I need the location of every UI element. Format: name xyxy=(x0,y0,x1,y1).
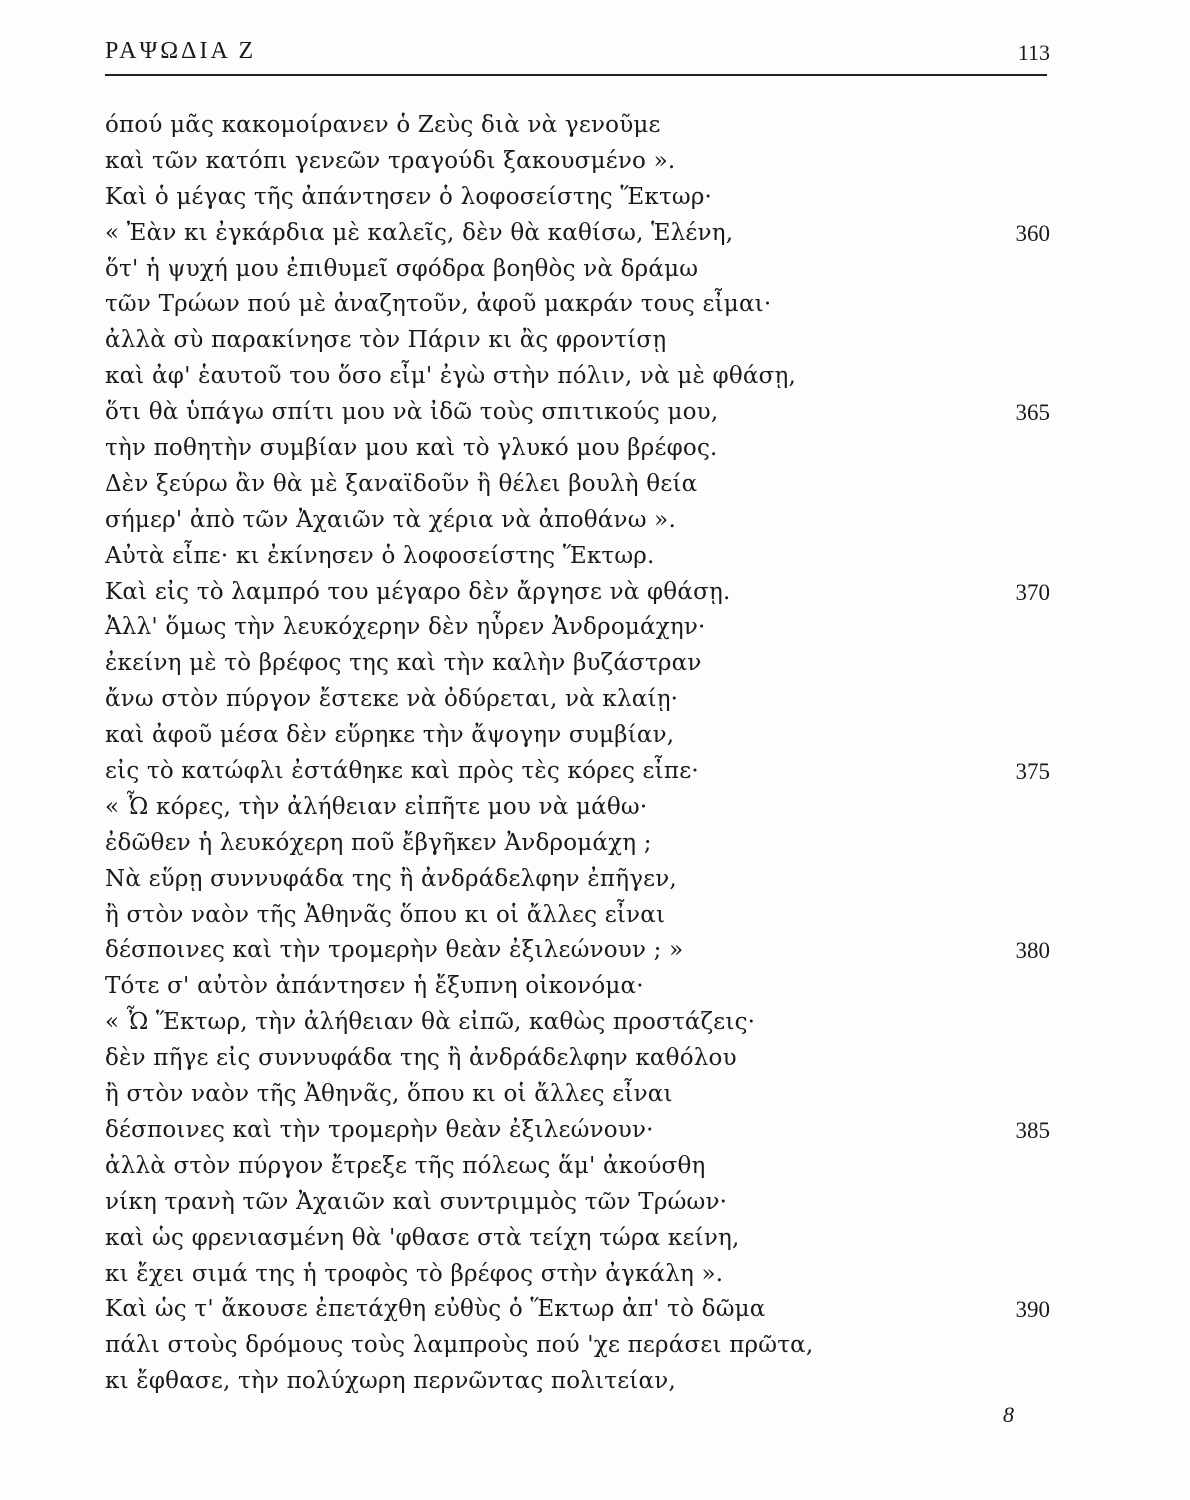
verse-line xyxy=(105,539,1050,575)
verse-text: « Ἐὰν κι ἐγκάρδια μὲ καλεῖς, δὲν θὰ καθίσω, Ἑλένη, xyxy=(105,219,734,246)
verse-line xyxy=(105,898,1050,934)
verse-line xyxy=(105,252,1050,288)
verse-text: « Ὦ Ἕκτωρ, τὴν ἀλήθειαν θὰ εἰπῶ, καθὼς προστάζεις· xyxy=(105,1009,756,1036)
verse-text: τῶν Τρώων πού μὲ ἀναζητοῦν, ἀφοῦ μακράν τους εἶμαι· xyxy=(105,291,772,318)
verse-line xyxy=(105,1257,1050,1293)
running-header xyxy=(105,38,1050,78)
verse-text: Δὲν ξεύρω ἂν θὰ μὲ ξαναϊδοῦν ἢ θέλει βουλὴ θεία xyxy=(105,470,698,497)
verse-line xyxy=(105,1005,1050,1041)
verse-text: καὶ ὡς φρενιασμένη θὰ 'φθασε στὰ τείχη τώρα κείνη, xyxy=(105,1224,740,1251)
verse-line xyxy=(105,359,1050,395)
verse-text: νίκη τρανὴ τῶν Ἀχαιῶν καὶ συντριμμὸς τῶν Τρώων· xyxy=(105,1188,728,1215)
line-number: 365 xyxy=(1015,400,1050,426)
verse-line xyxy=(105,180,1050,216)
verse-line xyxy=(105,646,1050,682)
verse-line xyxy=(105,933,1050,969)
verse-text: ὅτ' ἡ ψυχή μου ἐπιθυμεῖ σφόδρα βοηθὸς νὰ δράμω xyxy=(105,255,699,282)
verse-line xyxy=(105,431,1050,467)
verse-text: ἢ στὸν ναὸν τῆς Ἀθηνᾶς, ὅπου κι οἱ ἄλλες εἶναι xyxy=(105,1081,673,1108)
verse-line xyxy=(105,216,1050,252)
verse-text: ἀλλὰ στὸν πύργον ἔτρεξε τῆς πόλεως ἅμ' ἀκούσθη xyxy=(105,1152,706,1179)
verse-line xyxy=(105,826,1050,862)
header-rule xyxy=(105,74,1047,76)
verse-text: καὶ ἀφ' ἑαυτοῦ του ὅσο εἶμ' ἐγὼ στὴν πόλιν, νὰ μὲ φθάσῃ, xyxy=(105,363,797,390)
line-number: 375 xyxy=(1015,759,1050,785)
line-number: 360 xyxy=(1015,220,1050,246)
verse-text: εἰς τὸ κατώφλι ἐστάθηκε καὶ πρὸς τὲς κόρες εἶπε· xyxy=(105,758,699,785)
verse-text: ἀλλὰ σὺ παρακίνησε τὸν Πάριν κι ἂς φροντίσῃ xyxy=(105,327,667,354)
verse-line xyxy=(105,144,1050,180)
verse-line xyxy=(105,1077,1050,1113)
verse-text: ἢ στὸν ναὸν τῆς Ἀθηνᾶς ὅπου κι οἱ ἄλλες εἶναι xyxy=(105,901,666,928)
line-number: 370 xyxy=(1015,579,1050,605)
verse-text: ὅτι θὰ ὑπάγω σπίτι μου νὰ ἰδῶ τοὺς σπιτικούς μου, xyxy=(105,399,719,426)
verse-text: κι ἔφθασε, τὴν πολύχωρη περνῶντας πολιτείαν, xyxy=(105,1368,676,1395)
verse-line xyxy=(105,395,1050,431)
verse-line xyxy=(105,108,1050,144)
verse-text: ἄνω στὸν πύργον ἔστεκε νὰ ὀδύρεται, νὰ κλαίῃ· xyxy=(105,686,679,713)
verse-line xyxy=(105,754,1050,790)
verse-line xyxy=(105,1364,1050,1400)
verse-text: Αὐτὰ εἶπε· κι ἐκίνησεν ὁ λοφοσείστης Ἕκτωρ. xyxy=(105,542,655,569)
verse-text: Τότε σ' αὐτὸν ἀπάντησεν ἡ ἔξυπνη οἰκονόμα· xyxy=(105,973,644,1000)
line-number: 390 xyxy=(1015,1297,1050,1323)
verse-text: δὲν πῆγε εἰς συννυφάδα της ἢ ἀνδράδελφην καθόλου xyxy=(105,1045,737,1072)
verse-text: σήμερ' ἀπὸ τῶν Ἀχαιῶν τὰ χέρια νὰ ἀποθάνω ». xyxy=(105,506,676,533)
verse-text: Καὶ εἰς τὸ λαμπρό του μέγαρο δὲν ἄργησε νὰ φθάσῃ. xyxy=(105,578,731,605)
verse-line xyxy=(105,790,1050,826)
verse-line xyxy=(105,682,1050,718)
verse-text: ἐδῶθεν ἡ λευκόχερη ποῦ ἔβγῆκεν Ἀνδρομάχη ; xyxy=(105,829,652,856)
verse-line xyxy=(105,969,1050,1005)
verse-line xyxy=(105,1113,1050,1149)
page-number: 113 xyxy=(1017,40,1050,65)
verse-line xyxy=(105,1041,1050,1077)
verse-text: τὴν ποθητὴν συμβίαν μου καὶ τὸ γλυκό μου βρέφος. xyxy=(105,435,718,462)
verse-text: Καὶ ὁ μέγας τῆς ἀπάντησεν ὁ λοφοσείστης Ἕκτωρ· xyxy=(105,183,713,210)
verse-text: Νὰ εὕρῃ συννυφάδα της ἢ ἀνδράδελφην ἐπῆγεν, xyxy=(105,865,677,892)
verse-line xyxy=(105,1221,1050,1257)
verse-text: πάλι στοὺς δρόμους τοὺς λαμπροὺς πού 'χε περάσει πρῶτα, xyxy=(105,1332,814,1359)
verse-text: καὶ ἀφοῦ μέσα δὲν εὕρηκε τὴν ἄψογην συμβίαν, xyxy=(105,722,675,749)
verse-line xyxy=(105,323,1050,359)
verse-line xyxy=(105,718,1050,754)
verse-line xyxy=(105,1328,1050,1364)
verse-text: Ἀλλ' ὅμως τὴν λευκόχερην δὲν ηὗρεν Ἀνδρομάχην· xyxy=(105,614,706,641)
verse-line xyxy=(105,1149,1050,1185)
verse-text: « Ὦ κόρες, τὴν ἀλήθειαν εἰπῆτε μου νὰ μάθω· xyxy=(105,793,648,820)
verse-line xyxy=(105,503,1050,539)
verse-text: όπού μᾶς κακομοίρανεν ὁ Ζεὺς διὰ νὰ γενοῦμε xyxy=(105,112,661,138)
verse-line xyxy=(105,862,1050,898)
verse-line xyxy=(105,575,1050,611)
chapter-title: ΡΑΨΩΔΙΑ Ζ xyxy=(105,38,257,64)
verse-text: καὶ τῶν κατόπι γενεῶν τραγούδι ξακουσμένο ». xyxy=(105,147,676,174)
signature-mark: 8 xyxy=(1003,1402,1014,1427)
verse-text: ἐκείνη μὲ τὸ βρέφος της καὶ τὴν καλὴν βυζάστραν xyxy=(105,650,702,677)
verse-line xyxy=(105,467,1050,503)
verse-line xyxy=(105,1292,1050,1328)
line-number: 380 xyxy=(1015,938,1050,964)
verse-line xyxy=(105,610,1050,646)
verse-text: κι ἔχει σιμά της ἡ τροφὸς τὸ βρέφος στὴν ἀγκάλη ». xyxy=(105,1260,724,1287)
line-number: 385 xyxy=(1015,1117,1050,1143)
verse-text: Καὶ ὡς τ' ἄκουσε ἐπετάχθη εὐθὺς ὁ Ἕκτωρ ἀπ' τὸ δῶμα xyxy=(105,1296,766,1323)
verse-line xyxy=(105,1185,1050,1221)
poem-text xyxy=(105,108,1050,1400)
verse-text: δέσποινες καὶ τὴν τρομερὴν θεὰν ἐξιλεώνουν ; » xyxy=(105,937,684,964)
verse-line xyxy=(105,287,1050,323)
verse-text: δέσποινες καὶ τὴν τρομερὴν θεὰν ἐξιλεώνουν· xyxy=(105,1116,654,1143)
